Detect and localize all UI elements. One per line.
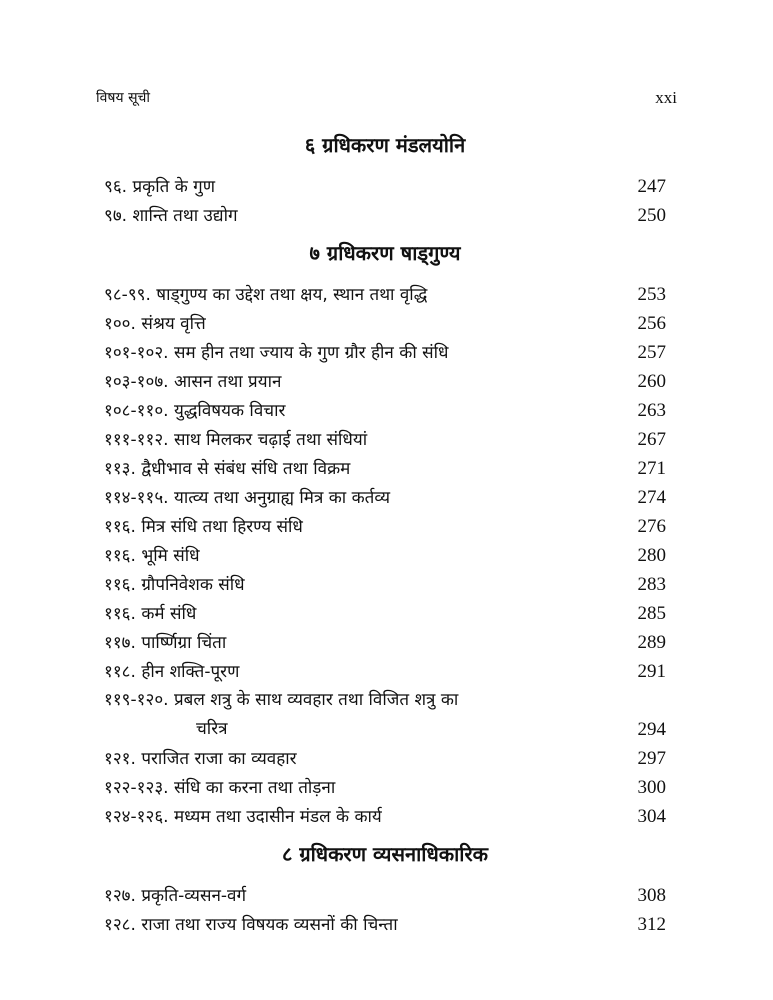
entry-page: 283	[637, 574, 666, 595]
section-heading: ६ ग्रधिकरण मंडलयोनि	[304, 133, 466, 157]
entry-page: 276	[637, 516, 666, 537]
entry-page: 247	[637, 176, 666, 197]
toc-entry	[104, 367, 666, 396]
entry-title: १००. संश्रय वृत्ति	[104, 314, 206, 334]
entry-title: ११३. द्वैधीभाव से संबंध संधि तथा विक्रम	[104, 459, 351, 479]
toc-entry	[104, 280, 666, 309]
entry-title: ९६. प्रकृति के गुण	[104, 177, 216, 197]
entry-title: १२१. पराजित राजा का व्यवहार	[104, 749, 297, 769]
entry-page: 291	[637, 661, 666, 682]
entry-page: 256	[637, 313, 666, 334]
toc-entry	[104, 541, 666, 570]
entry-title: १२८. राजा तथा राज्य विषयक व्यसनों की चिन्ता	[104, 915, 398, 935]
entry-page: 267	[637, 429, 666, 450]
entry-title: १०८-११०. युद्धविषयक विचार	[104, 401, 286, 421]
toc-entry	[104, 512, 666, 541]
entry-title	[104, 686, 626, 744]
toc-entry	[104, 881, 666, 910]
toc-entry	[104, 396, 666, 425]
entry-title: १०३-१०७. आसन तथा प्रयान	[104, 372, 282, 392]
entry-page: 294	[637, 719, 666, 740]
entry-page: 308	[637, 885, 666, 906]
entry-title: ११४-११५. यात्व्य तथा अनुग्राह्य मित्र का कर्तव्य	[104, 488, 391, 508]
entry-title: ९७. शान्ति तथा उद्योग	[104, 206, 238, 226]
entry-title: १२४-१२६. मध्यम तथा उदासीन मंडल के कार्य	[104, 807, 382, 827]
toc-entry	[104, 802, 666, 831]
toc-entry	[104, 686, 666, 744]
toc-entry	[104, 309, 666, 338]
toc-entry	[104, 657, 666, 686]
entry-title-line2: चरित्र	[196, 719, 228, 739]
header-title: विषय सूची	[96, 90, 151, 106]
entry-title: ११६. मित्र संधि तथा हिरण्य संधि	[104, 517, 303, 537]
entry-title: १०१-१०२. सम हीन तथा ज्याय के गुण ग्रौर हीन की संधि	[104, 343, 449, 363]
entry-page: 260	[637, 371, 666, 392]
entry-title: १११-११२. साथ मिलकर चढ़ाई तथा संधियां	[104, 430, 368, 450]
entry-page: 274	[637, 487, 666, 508]
entry-title: ११६. ग्रौपनिवेशक संधि	[104, 575, 245, 595]
toc-entry	[104, 172, 666, 201]
toc-entry	[104, 773, 666, 802]
entry-title: ९८-९९. षाड्गुण्य का उद्देश तथा क्षय, स्थान तथा वृद्धि	[104, 285, 428, 305]
entry-page: 304	[637, 806, 666, 827]
section-heading: ८ ग्रधिकरण व्यसनाधिकारिक	[281, 842, 489, 866]
entry-page: 257	[637, 342, 666, 363]
toc-entry	[104, 483, 666, 512]
entry-title: ११७. पार्ष्णिग्रा चिंता	[104, 633, 227, 653]
toc-entry	[104, 338, 666, 367]
table-of-contents	[104, 128, 666, 939]
entry-title: ११६. कर्म संधि	[104, 604, 197, 624]
entry-title: १२७. प्रकृति-व्यसन-वर्ग	[104, 886, 247, 906]
toc-entry	[104, 454, 666, 483]
toc-entry	[104, 599, 666, 628]
entry-page: 285	[637, 603, 666, 624]
entry-page: 289	[637, 632, 666, 653]
entry-title: १२२-१२३. संधि का करना तथा तोड़ना	[104, 778, 336, 798]
entry-page: 280	[637, 545, 666, 566]
entry-page: 271	[637, 458, 666, 479]
toc-entry	[104, 570, 666, 599]
entry-page: 250	[637, 205, 666, 226]
entry-page: 312	[637, 914, 666, 935]
entry-title-line1: ११९-१२०. प्रबल शत्रु के साथ व्यवहार तथा विजित शत्रु का	[104, 690, 459, 710]
toc-entry	[104, 628, 666, 657]
section-heading: ७ ग्रधिकरण षाड्गुण्य	[309, 241, 461, 265]
entry-title: ११६. भूमि संधि	[104, 546, 200, 566]
toc-entry	[104, 425, 666, 454]
entry-page: 253	[637, 284, 666, 305]
entry-page: 263	[637, 400, 666, 421]
page-number: xxi	[655, 88, 677, 107]
toc-entry	[104, 910, 666, 939]
entry-title: ११८. हीन शक्ति-पूरण	[104, 662, 240, 682]
running-header	[96, 88, 677, 112]
entry-page: 297	[637, 748, 666, 769]
entry-page: 300	[637, 777, 666, 798]
toc-entry	[104, 201, 666, 230]
toc-entry	[104, 744, 666, 773]
